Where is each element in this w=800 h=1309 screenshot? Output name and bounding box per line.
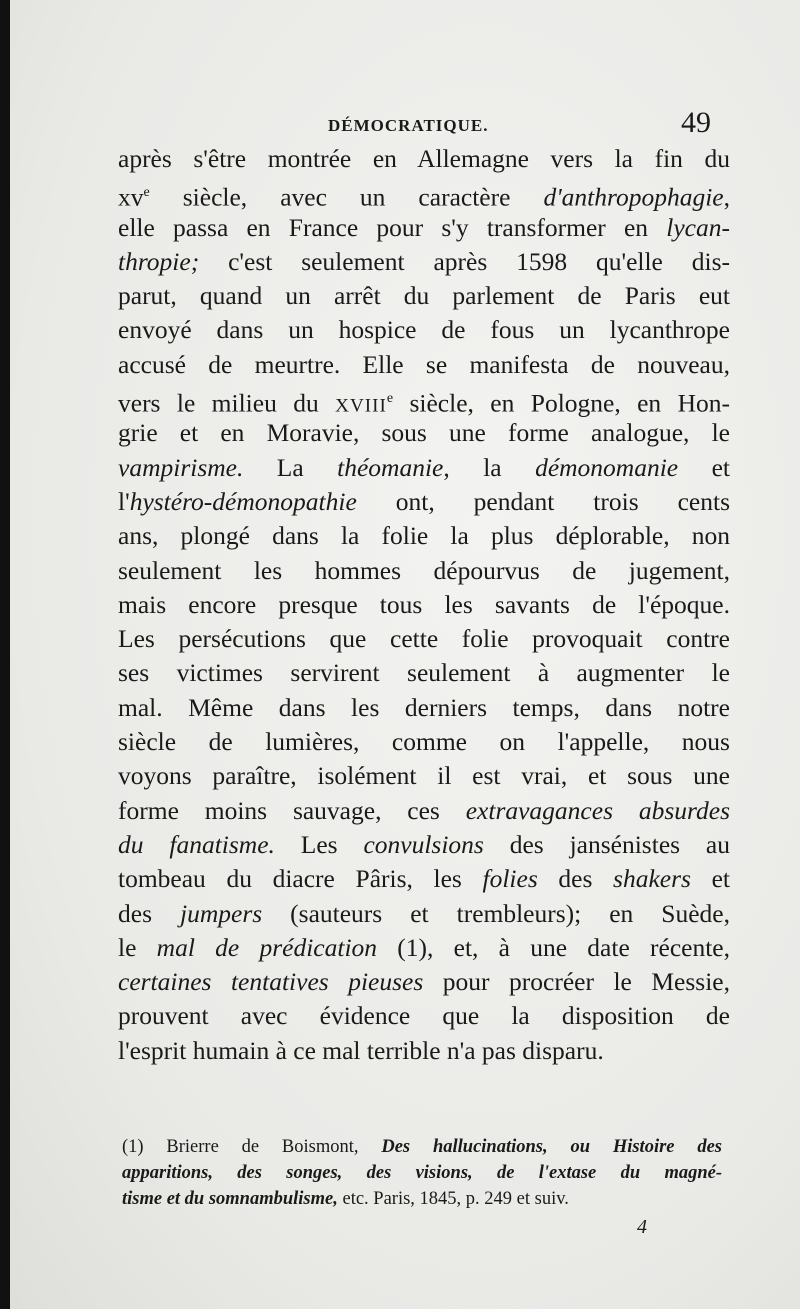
signature-mark: 4 — [637, 1216, 647, 1238]
text-line: grie et en Moravie, sous une forme analogue, le — [118, 418, 730, 448]
text-line: elle passa en France pour s'y transformer en lycan- — [118, 212, 730, 242]
text-line: ses victimes servirent seulement à augmenter le — [118, 658, 730, 688]
text-line: des jumpers (sauteurs et trembleurs); en Suède, — [118, 898, 730, 928]
text-line: voyons paraître, isolément il est vrai, et sous une — [118, 761, 730, 791]
text-line: accusé de meurtre. Elle se manifesta de nouveau, — [118, 349, 730, 379]
running-title: DÉMOCRATIQUE. — [328, 116, 489, 135]
footnote — [122, 1134, 722, 1212]
footnote-line: (1) Brierre de Boismont, Des hallucinations, ou Histoire des — [122, 1137, 722, 1157]
book-page — [10, 0, 800, 1309]
text-line: ans, plongé dans la folie la plus déplorable, non — [118, 521, 730, 551]
text-line: seulement les hommes dépourvus de jugement, — [118, 555, 730, 585]
text-line: thropie; c'est seulement après 1598 qu'elle dis- — [118, 246, 730, 276]
text-line: certaines tentatives pieuses pour procréer le Messie, — [118, 967, 730, 997]
footnote-line: apparitions, des songes, des visions, de l'extase du magné- — [122, 1163, 722, 1183]
page-number: 49 — [681, 106, 711, 139]
body-text — [118, 142, 730, 1068]
text-line: le mal de prédication (1), et, à une date récente, — [118, 932, 731, 962]
text-line: mal. Même dans les derniers temps, dans notre — [118, 692, 730, 722]
text-line: prouvent avec évidence que la disposition de — [118, 1001, 730, 1031]
footnote-line: tisme et du somnambulisme, etc. Paris, 1845, p. 249 et suiv. — [122, 1189, 569, 1209]
text-line: du fanatisme. Les convulsions des jansénistes au — [118, 829, 730, 859]
text-line: forme moins sauvage, ces extravagances absurdes — [118, 795, 730, 825]
text-line: vampirisme. La théomanie, la démonomanie et — [118, 452, 730, 482]
text-line: envoyé dans un hospice de fous un lycanthrope — [118, 315, 730, 345]
text-line: tombeau du diacre Pâris, les folies des shakers et — [118, 864, 730, 894]
text-line: Les persécutions que cette folie provoquait contre — [118, 624, 730, 654]
text-line: parut, quand un arrêt du parlement de Paris eut — [118, 281, 730, 311]
text-line: l'hystéro-démonopathie ont, pendant trois cents — [118, 486, 730, 516]
text-line: $xv^e$ siècle, avec un caractère d'anthropophagie, — [118, 182, 730, 212]
text-line: mais encore presque tous les savants de l'époque. — [118, 589, 730, 619]
text-line: vers le milieu du XVIIIe siècle, en Pologne, en Hon- — [118, 388, 730, 418]
text-line: l'esprit humain à ce mal terrible n'a pas disparu. — [118, 1035, 604, 1065]
text-line: siècle de lumières, comme on l'appelle, nous — [118, 727, 730, 757]
text-line: après s'être montrée en Allemagne vers la fin du — [118, 144, 730, 173]
